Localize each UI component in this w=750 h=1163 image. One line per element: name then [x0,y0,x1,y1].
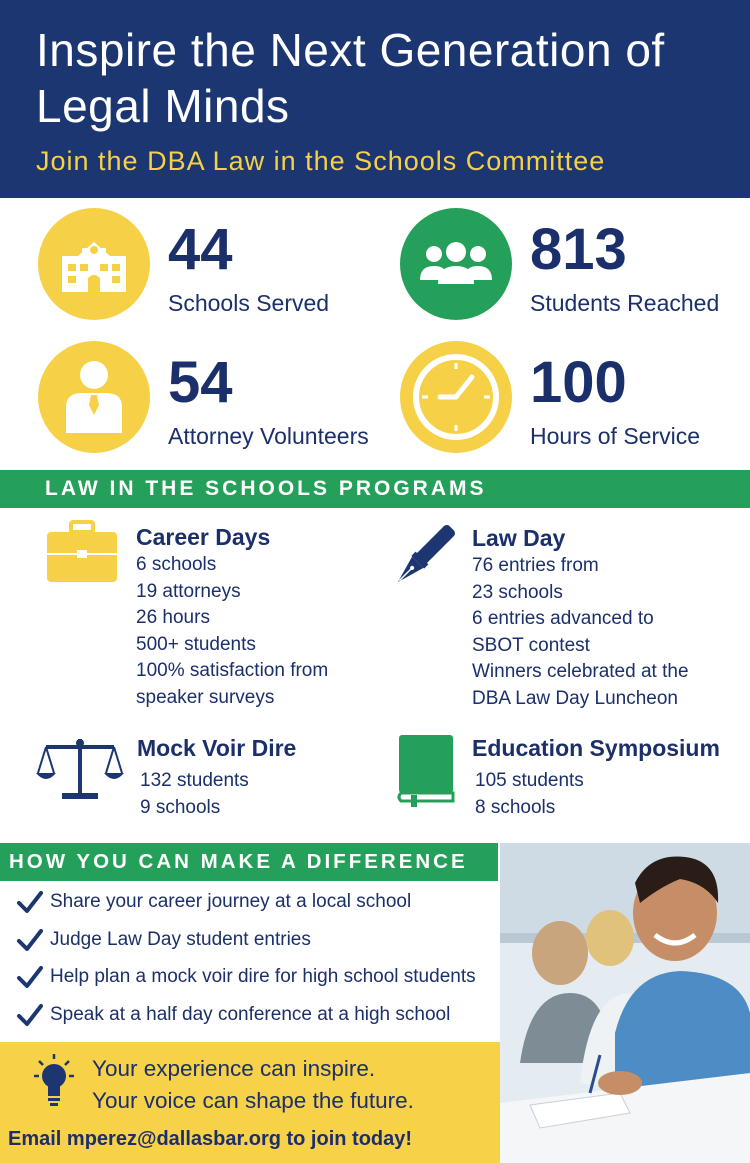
cta-line-1: Your experience can inspire. [92,1056,376,1081]
stat-number: 44 [168,217,233,282]
book-icon [397,733,457,812]
program-line: 26 hours [136,607,210,628]
program-line: 100% satisfaction from [136,660,329,681]
attorney-person-icon [38,341,150,453]
program-title: Law Day [472,525,566,551]
checkmark-icon [16,963,44,991]
program-line: speaker surveys [136,686,275,708]
program-line: 9 schools [140,796,221,818]
difference-item-text: Help plan a mock voir dire for high school students [50,966,476,987]
program-line: Winners celebrated at the [472,661,689,682]
stat-number: 100 [530,350,627,415]
program-title: Mock Voir Dire [137,735,297,761]
program-line: 500+ students [136,633,256,655]
stat-label: Hours of Service [530,423,701,449]
program-line: 76 entries from [472,555,599,576]
group-people-icon [400,208,512,320]
header-banner [0,0,750,198]
stat-number: 54 [168,350,233,415]
difference-item-text: Share your career journey at a local school [50,891,412,912]
program-line: 8 schools [475,796,556,818]
program-title: Career Days [136,524,271,550]
program-line: 6 schools [136,554,217,575]
difference-item [16,887,411,917]
program-line: SBOT contest [472,634,590,656]
program-education-symposium [472,733,720,821]
program-line: 6 entries advanced to [472,608,654,629]
program-line: 105 students [475,770,584,791]
difference-item-text: Judge Law Day student entries [50,929,311,950]
programs-heading: LAW IN THE SCHOOLS PROGRAMS [0,470,750,508]
stat-label: Schools Served [168,290,330,316]
student-photo [500,843,750,1163]
program-line: 19 attorneys [136,580,241,602]
fountain-pen-icon [382,518,462,603]
checkmark-icon [16,926,44,954]
program-mock-voir-dire [137,733,296,821]
program-line: 23 schools [472,581,563,603]
school-building-icon [38,208,150,320]
cta-line-2: Your voice can shape the future. [92,1088,414,1113]
checkmark-icon [16,888,44,916]
difference-item [16,962,476,992]
program-career-days [136,522,328,711]
program-title: Education Symposium [472,735,720,761]
program-line: 132 students [140,770,249,791]
difference-item [16,1000,450,1030]
checkmark-icon [16,1001,44,1029]
program-law-day [472,523,689,712]
clock-icon [400,341,512,453]
briefcase-icon [45,520,119,589]
difference-item-text: Speak at a half day conference at a high school [50,1004,451,1025]
stat-number: 813 [530,217,627,282]
cta-email[interactable]: Email mperez@dallasbar.org to join today! [8,1128,413,1150]
difference-heading: HOW YOU CAN MAKE A DIFFERENCE [0,843,498,881]
stat-label: Students Reached [530,290,720,316]
difference-item [16,925,311,955]
page-title: Inspire the Next Generation of Legal Minds [36,24,665,132]
lightbulb-icon [28,1052,80,1114]
call-to-action [0,1042,500,1163]
page-subtitle: Join the DBA Law in the Schools Committee [36,146,606,176]
stat-label: Attorney Volunteers [168,423,369,449]
program-line: DBA Law Day Luncheon [472,687,678,709]
scales-of-justice-icon [36,735,124,806]
